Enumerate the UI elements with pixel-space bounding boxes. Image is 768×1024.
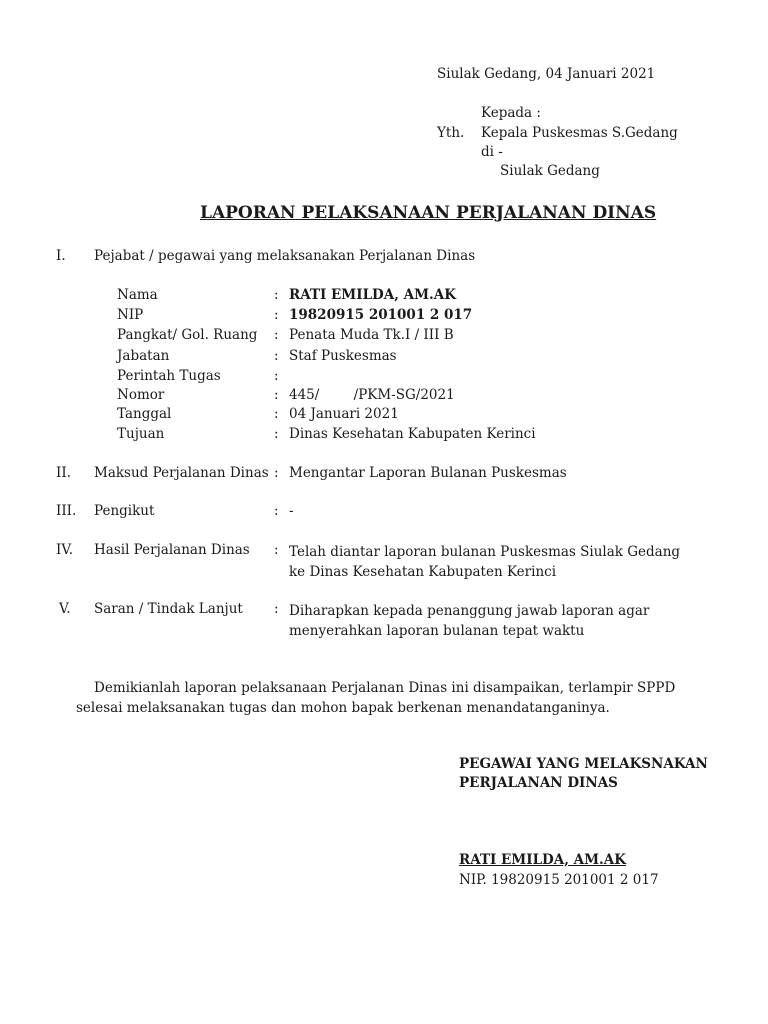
field-label-tujuan: Tujuan <box>117 426 165 442</box>
section-3-label: Pengikut <box>94 503 155 519</box>
signature-nip: NIP. 19820915 201001 2 017 <box>459 872 659 888</box>
section-2-value: Mengantar Laporan Bulanan Puskesmas <box>289 465 567 481</box>
section-3-value: - <box>289 503 294 519</box>
colon: : <box>274 368 279 384</box>
colon: : <box>274 601 279 617</box>
di-label: di - <box>481 144 503 160</box>
colon: : <box>274 348 279 364</box>
field-label-pangkat: Pangkat/ Gol. Ruang <box>117 327 258 343</box>
section-4-value: Telah diantar laporan bulanan Puskesmas Siulak Gedang ke Dinas Kesehatan Kabupaten Kerinci <box>289 544 681 580</box>
colon: : <box>274 387 279 403</box>
recipient: Kepala Puskesmas S.Gedang <box>481 125 678 141</box>
colon: : <box>274 406 279 422</box>
section-5-label: Saran / Tindak Lanjut <box>94 601 243 617</box>
colon: : <box>274 426 279 442</box>
colon: : <box>274 287 279 303</box>
page-title: LAPORAN PELAKSANAAN PERJALANAN DINAS <box>200 203 657 223</box>
field-label-nip: NIP <box>117 307 144 323</box>
field-label-nama: Nama <box>117 287 158 303</box>
signature-name: RATI EMILDA, AM.AK <box>459 852 626 868</box>
field-value-nomor: 445/ /PKM-SG/2021 <box>289 387 455 403</box>
kepada-label: Kepada : <box>481 105 541 121</box>
section-2-label: Maksud Perjalanan Dinas <box>94 465 269 481</box>
field-label-tanggal: Tanggal <box>117 406 172 422</box>
section-4-label: Hasil Perjalanan Dinas <box>94 542 250 558</box>
colon: : <box>274 465 279 481</box>
colon: : <box>274 327 279 343</box>
section-3-number: III. <box>56 503 77 519</box>
field-value-tujuan: Dinas Kesehatan Kabupaten Kerinci <box>289 426 536 442</box>
signature-title-line-1: PEGAWAI YANG MELAKSNAKAN <box>459 756 708 772</box>
field-label-nomor: Nomor <box>117 387 165 403</box>
section-1-heading: Pejabat / pegawai yang melaksanakan Perjalanan Dinas <box>94 248 476 264</box>
section-5-value: Diharapkan kepada penanggung jawab laporan agar menyerahkan laporan bulanan tepat waktu <box>289 603 650 639</box>
field-value-pangkat: Penata Muda Tk.I / III B <box>289 327 454 343</box>
closing-paragraph: Demikianlah laporan pelaksanaan Perjalanan Dinas ini disampaikan, terlampir SPPD selesai melaksanakan tugas dan mohon bapak berkenan menandatanganinya. <box>76 680 676 716</box>
section-4-number: IV. <box>56 542 74 558</box>
colon: : <box>274 503 279 519</box>
field-value-nip: 19820915 201001 2 017 <box>289 307 473 323</box>
section-1-number: I. <box>56 248 66 264</box>
colon: : <box>274 542 279 558</box>
place-date: Siulak Gedang, 04 Januari 2021 <box>437 66 656 82</box>
recipient-location: Siulak Gedang <box>500 163 600 179</box>
field-value-nama: RATI EMILDA, AM.AK <box>289 287 456 303</box>
field-value-jabatan: Staf Puskesmas <box>289 348 397 364</box>
section-2-number: II. <box>56 465 71 481</box>
field-label-jabatan: Jabatan <box>117 348 170 364</box>
section-5-number: V. <box>59 601 71 617</box>
field-label-perintah-tugas: Perintah Tugas <box>117 368 221 384</box>
signature-title-line-2: PERJALANAN DINAS <box>459 775 618 791</box>
yth-label: Yth. <box>437 125 465 141</box>
field-value-tanggal: 04 Januari 2021 <box>289 406 399 422</box>
colon: : <box>274 307 279 323</box>
